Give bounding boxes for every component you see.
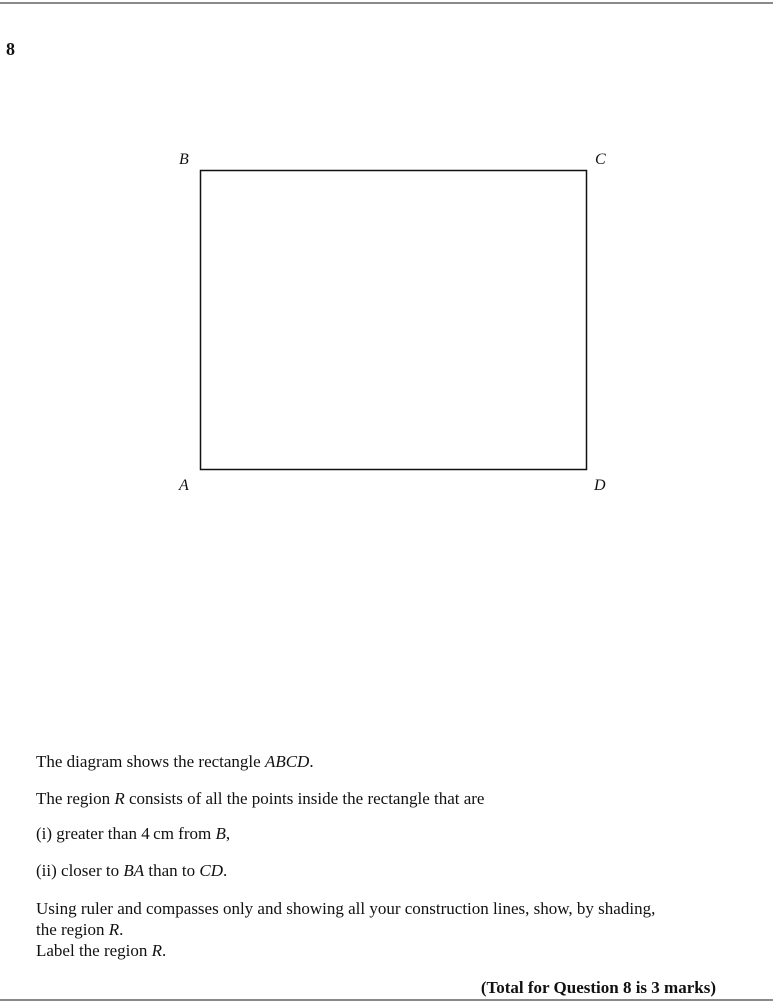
region-definition: The region R consists of all the points inside the rectangle that are <box>36 789 485 808</box>
instructions: Using ruler and compasses only and showing all your construction lines, show, by shading, the region R. Label the region R. <box>36 899 656 960</box>
question-number: 8 <box>6 39 15 59</box>
vertex-label-b: B <box>179 151 189 168</box>
total-marks: (Total for Question 8 is 3 marks) <box>480 978 716 997</box>
vertex-label-a: A <box>179 477 189 494</box>
vertex-label-c: C <box>595 151 606 168</box>
condition-ii: (ii) closer to BA than to CD. <box>36 861 228 880</box>
bottom-rule <box>0 999 773 1001</box>
diagram-description: The diagram shows the rectangle ABCD. <box>36 752 314 771</box>
rectangle-abcd <box>201 171 587 470</box>
vertex-label-d: D <box>594 477 606 494</box>
condition-i: (i) greater than 4 cm from B, <box>36 824 231 843</box>
